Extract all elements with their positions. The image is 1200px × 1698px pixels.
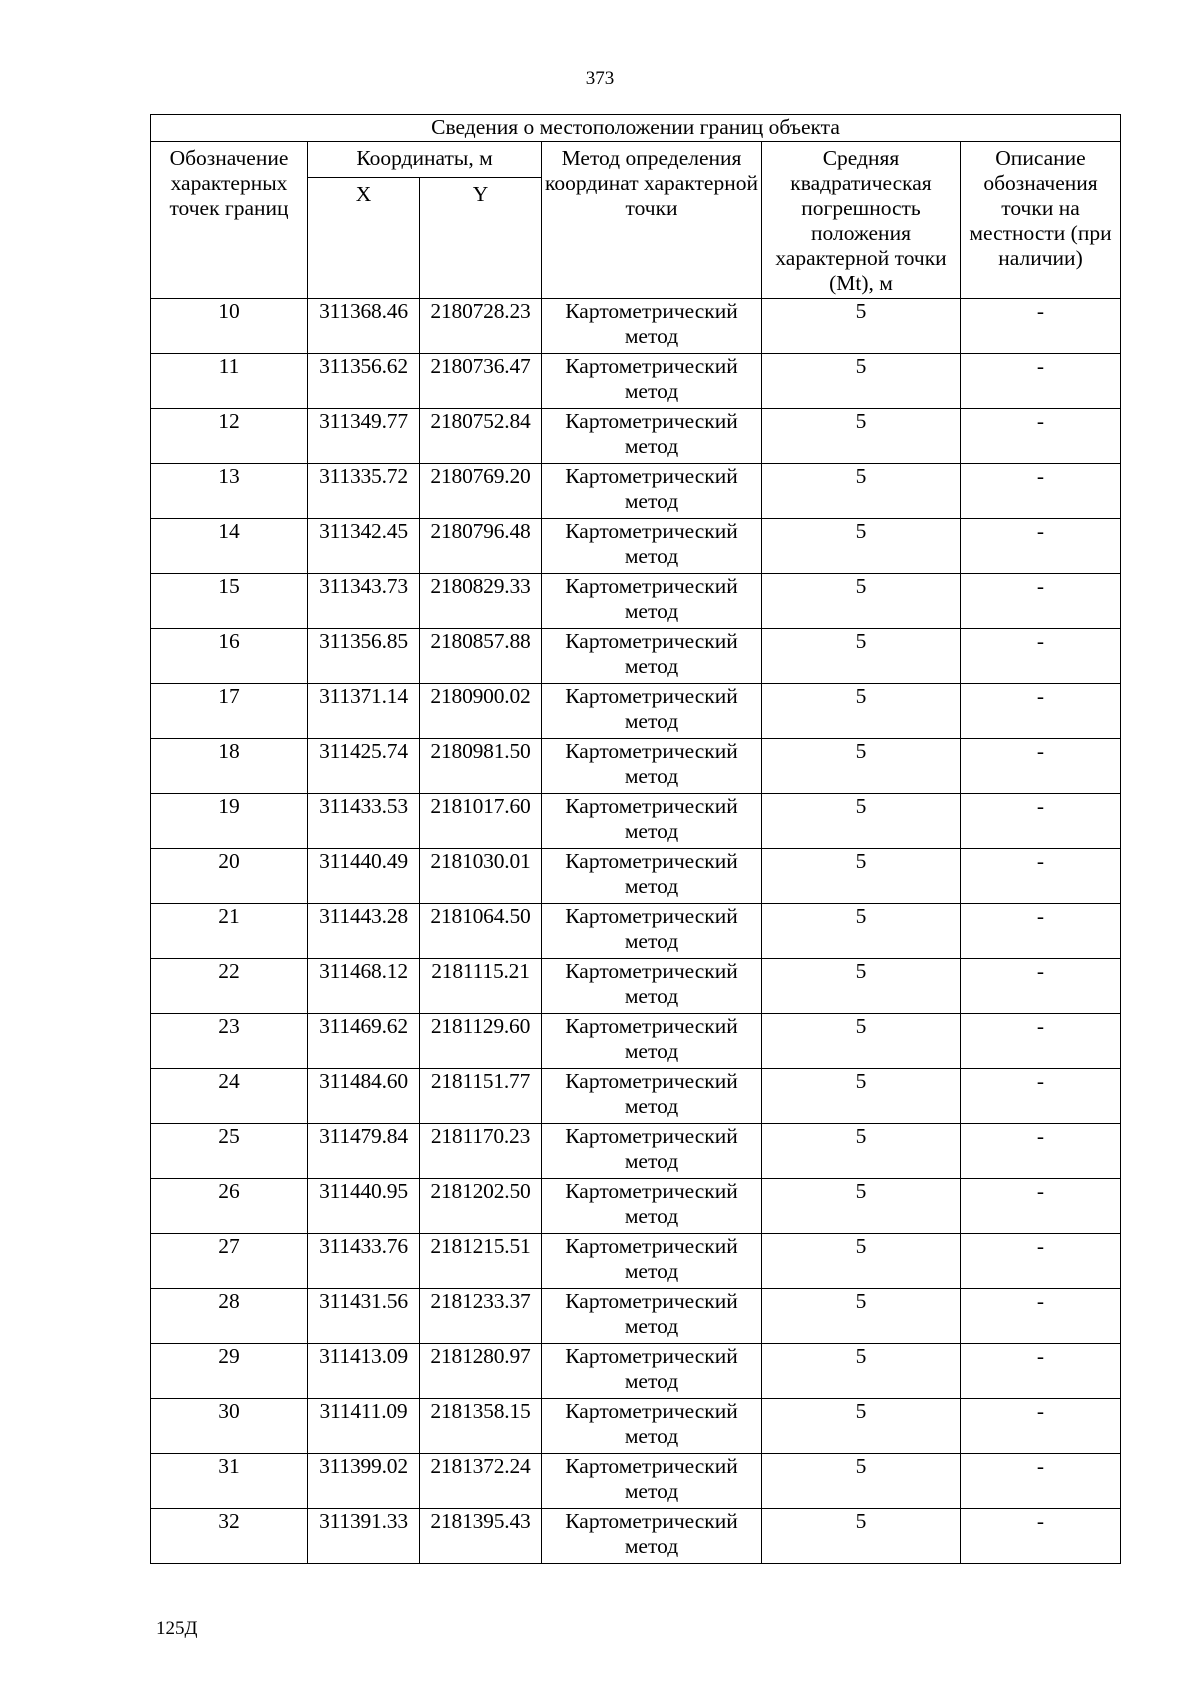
cell-point: 13	[151, 464, 308, 519]
cell-x: 311411.09	[308, 1399, 420, 1454]
cell-x: 311368.46	[308, 299, 420, 354]
cell-description: -	[961, 1289, 1121, 1344]
cell-method: Картометрический метод	[542, 794, 762, 849]
cell-description: -	[961, 849, 1121, 904]
cell-error: 5	[762, 354, 961, 409]
cell-y: 2180769.20	[420, 464, 542, 519]
cell-method: Картометрический метод	[542, 1289, 762, 1344]
cell-y: 2180736.47	[420, 354, 542, 409]
cell-error: 5	[762, 1344, 961, 1399]
cell-description: -	[961, 684, 1121, 739]
cell-point: 17	[151, 684, 308, 739]
cell-point: 25	[151, 1124, 308, 1179]
cell-method: Картометрический метод	[542, 354, 762, 409]
cell-y: 2181358.15	[420, 1399, 542, 1454]
cell-method: Картометрический метод	[542, 1454, 762, 1509]
cell-x: 311469.62	[308, 1014, 420, 1069]
cell-y: 2181372.24	[420, 1454, 542, 1509]
cell-error: 5	[762, 1124, 961, 1179]
cell-y: 2180900.02	[420, 684, 542, 739]
table-row	[151, 574, 1121, 629]
cell-error: 5	[762, 1399, 961, 1454]
header-description: Описание обозначения точки на местности (при наличии)	[961, 142, 1121, 299]
table-row	[151, 739, 1121, 794]
cell-point: 23	[151, 1014, 308, 1069]
table-row	[151, 1399, 1121, 1454]
cell-method: Картометрический метод	[542, 1014, 762, 1069]
cell-point: 11	[151, 354, 308, 409]
header-y: Y	[420, 178, 542, 299]
cell-method: Картометрический метод	[542, 1234, 762, 1289]
cell-error: 5	[762, 904, 961, 959]
cell-method: Картометрический метод	[542, 1179, 762, 1234]
cell-x: 311349.77	[308, 409, 420, 464]
table-row	[151, 959, 1121, 1014]
cell-description: -	[961, 574, 1121, 629]
cell-y: 2181215.51	[420, 1234, 542, 1289]
cell-y: 2180829.33	[420, 574, 542, 629]
table-row	[151, 409, 1121, 464]
cell-error: 5	[762, 959, 961, 1014]
cell-description: -	[961, 959, 1121, 1014]
cell-point: 20	[151, 849, 308, 904]
cell-error: 5	[762, 629, 961, 684]
cell-point: 26	[151, 1179, 308, 1234]
cell-y: 2180796.48	[420, 519, 542, 574]
cell-x: 311484.60	[308, 1069, 420, 1124]
cell-point: 28	[151, 1289, 308, 1344]
cell-description: -	[961, 1399, 1121, 1454]
table-row	[151, 1454, 1121, 1509]
boundary-table	[150, 114, 1121, 1564]
cell-point: 32	[151, 1509, 308, 1564]
cell-point: 15	[151, 574, 308, 629]
table-row	[151, 1124, 1121, 1179]
cell-method: Картометрический метод	[542, 1399, 762, 1454]
table-row	[151, 1014, 1121, 1069]
cell-point: 16	[151, 629, 308, 684]
cell-method: Картометрический метод	[542, 1509, 762, 1564]
cell-x: 311431.56	[308, 1289, 420, 1344]
cell-point: 30	[151, 1399, 308, 1454]
cell-point: 22	[151, 959, 308, 1014]
table-row	[151, 684, 1121, 739]
cell-method: Картометрический метод	[542, 519, 762, 574]
cell-method: Картометрический метод	[542, 1069, 762, 1124]
cell-x: 311335.72	[308, 464, 420, 519]
cell-method: Картометрический метод	[542, 959, 762, 1014]
cell-error: 5	[762, 1509, 961, 1564]
cell-method: Картометрический метод	[542, 1124, 762, 1179]
cell-x: 311356.85	[308, 629, 420, 684]
header-error: Средняя квадратическая погрешность положения характерной точки (Mt), м	[762, 142, 961, 299]
cell-description: -	[961, 904, 1121, 959]
cell-y: 2180728.23	[420, 299, 542, 354]
cell-y: 2180981.50	[420, 739, 542, 794]
cell-y: 2181233.37	[420, 1289, 542, 1344]
cell-method: Картометрический метод	[542, 629, 762, 684]
table-row	[151, 464, 1121, 519]
cell-y: 2181064.50	[420, 904, 542, 959]
cell-y: 2181170.23	[420, 1124, 542, 1179]
table-row	[151, 519, 1121, 574]
footer-code: 125Д	[156, 1618, 198, 1639]
header-point-designation: Обозначение характерных точек границ	[151, 142, 308, 299]
cell-point: 27	[151, 1234, 308, 1289]
cell-point: 19	[151, 794, 308, 849]
cell-description: -	[961, 1454, 1121, 1509]
cell-description: -	[961, 1014, 1121, 1069]
cell-x: 311425.74	[308, 739, 420, 794]
cell-x: 311391.33	[308, 1509, 420, 1564]
cell-x: 311433.76	[308, 1234, 420, 1289]
cell-x: 311356.62	[308, 354, 420, 409]
cell-method: Картометрический метод	[542, 849, 762, 904]
cell-description: -	[961, 354, 1121, 409]
cell-description: -	[961, 409, 1121, 464]
cell-description: -	[961, 1344, 1121, 1399]
cell-y: 2181202.50	[420, 1179, 542, 1234]
cell-error: 5	[762, 1289, 961, 1344]
table-row	[151, 794, 1121, 849]
cell-point: 18	[151, 739, 308, 794]
cell-error: 5	[762, 739, 961, 794]
cell-x: 311468.12	[308, 959, 420, 1014]
cell-description: -	[961, 464, 1121, 519]
cell-description: -	[961, 299, 1121, 354]
table-row	[151, 1179, 1121, 1234]
cell-error: 5	[762, 1234, 961, 1289]
cell-error: 5	[762, 574, 961, 629]
cell-description: -	[961, 629, 1121, 684]
page-number: 373	[585, 68, 615, 89]
cell-method: Картометрический метод	[542, 574, 762, 629]
cell-error: 5	[762, 1454, 961, 1509]
table-row	[151, 1234, 1121, 1289]
cell-error: 5	[762, 1179, 961, 1234]
cell-x: 311479.84	[308, 1124, 420, 1179]
header-coordinates: Координаты, м	[308, 142, 542, 178]
cell-error: 5	[762, 684, 961, 739]
cell-x: 311440.95	[308, 1179, 420, 1234]
cell-description: -	[961, 739, 1121, 794]
cell-y: 2181151.77	[420, 1069, 542, 1124]
cell-method: Картометрический метод	[542, 299, 762, 354]
table-row	[151, 354, 1121, 409]
cell-point: 14	[151, 519, 308, 574]
table-row	[151, 1509, 1121, 1564]
table-row	[151, 1289, 1121, 1344]
cell-x: 311371.14	[308, 684, 420, 739]
cell-description: -	[961, 1509, 1121, 1564]
cell-description: -	[961, 1069, 1121, 1124]
cell-x: 311342.45	[308, 519, 420, 574]
cell-error: 5	[762, 519, 961, 574]
cell-y: 2181280.97	[420, 1344, 542, 1399]
header-method: Метод определения координат характерной точки	[542, 142, 762, 299]
cell-method: Картометрический метод	[542, 739, 762, 794]
cell-error: 5	[762, 1014, 961, 1069]
table-row	[151, 1344, 1121, 1399]
cell-x: 311343.73	[308, 574, 420, 629]
cell-x: 311413.09	[308, 1344, 420, 1399]
cell-x: 311440.49	[308, 849, 420, 904]
cell-method: Картометрический метод	[542, 1344, 762, 1399]
cell-error: 5	[762, 794, 961, 849]
cell-description: -	[961, 1124, 1121, 1179]
cell-y: 2180752.84	[420, 409, 542, 464]
cell-y: 2181129.60	[420, 1014, 542, 1069]
cell-x: 311433.53	[308, 794, 420, 849]
cell-y: 2181395.43	[420, 1509, 542, 1564]
table-body	[151, 299, 1121, 1564]
table-title: Сведения о местоположении границ объекта	[151, 115, 1121, 142]
cell-method: Картометрический метод	[542, 409, 762, 464]
cell-y: 2181030.01	[420, 849, 542, 904]
cell-error: 5	[762, 409, 961, 464]
cell-description: -	[961, 1234, 1121, 1289]
cell-x: 311443.28	[308, 904, 420, 959]
cell-description: -	[961, 1179, 1121, 1234]
cell-point: 24	[151, 1069, 308, 1124]
table-row	[151, 629, 1121, 684]
cell-y: 2181017.60	[420, 794, 542, 849]
cell-point: 12	[151, 409, 308, 464]
table-row	[151, 299, 1121, 354]
table-row	[151, 849, 1121, 904]
cell-error: 5	[762, 849, 961, 904]
cell-x: 311399.02	[308, 1454, 420, 1509]
cell-method: Картометрический метод	[542, 684, 762, 739]
header-x: X	[308, 178, 420, 299]
cell-y: 2180857.88	[420, 629, 542, 684]
cell-point: 21	[151, 904, 308, 959]
table-row	[151, 904, 1121, 959]
cell-error: 5	[762, 299, 961, 354]
cell-point: 10	[151, 299, 308, 354]
cell-description: -	[961, 794, 1121, 849]
cell-method: Картометрический метод	[542, 464, 762, 519]
cell-error: 5	[762, 464, 961, 519]
cell-point: 31	[151, 1454, 308, 1509]
cell-description: -	[961, 519, 1121, 574]
cell-point: 29	[151, 1344, 308, 1399]
cell-error: 5	[762, 1069, 961, 1124]
cell-y: 2181115.21	[420, 959, 542, 1014]
table-row	[151, 1069, 1121, 1124]
cell-method: Картометрический метод	[542, 904, 762, 959]
